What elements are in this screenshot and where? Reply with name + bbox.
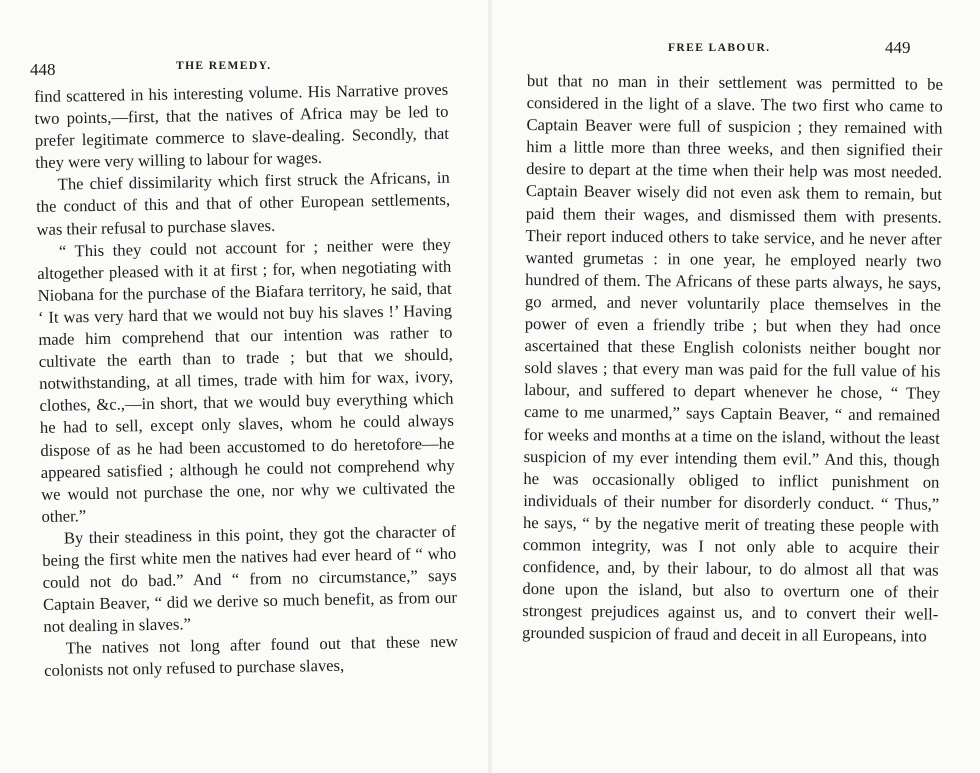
running-head: THE REMEDY.	[176, 60, 272, 72]
paragraph: The natives not long after found out that these new colonists not only refused to purchase slaves,	[44, 632, 458, 681]
right-page	[490, 0, 980, 773]
page-number: 449	[885, 38, 911, 57]
page-body	[34, 79, 458, 683]
block-quote: “ This they could not account for ; neither were they altogether pleased with it at first ; for, when negotiating with Niobana for the purchase of the Biafara territory, he said, that ‘ It was very hard that we would not buy his slaves !’ Having made him comprehend that our intention was rather to cultivate the earth than to trade ; but that we should, notwithstanding, at all times, trade with him for wax, ivory, clothes, &c.,—in short, that we would buy everything which he had to sell, except only slaves, whom he could always dispose of as he had been accustomed to do heretofore—he appeared satisfied ; although he could not comprehend why we would not purchase the one, nor why we cultivated the other.”	[37, 234, 456, 526]
running-head: FREE LABOUR.	[668, 42, 771, 54]
paragraph: but that no man in their settlement was permitted to be considered in the light of a slave. The two first who came to Captain Beaver were full of suspicion ; they remained with him a little more than three weeks, and then signified their desire to depart at the time when their help was most needed. Captain Beaver wisely did not even ask them to remain, but paid them their wages, and dismissed them with presents. Their report induced others to take service, and he never after wanted grumetas : in one year, he employed nearly two hundred of them. The Africans of these parts always, he says, go armed, and never voluntarily place themselves in the power of even a friendly tribe ; but when they had once ascertained that these English colonists neither bought nor sold slaves ; that every man was paid for the full value of his labour, and suffered to depart whenever he chose, “ They came to me unarmed,” says Captain Beaver, “ and remained for weeks and months at a time on the island, without the least suspicion of my ever intending them evil.” And this, though he was occasionally obliged to inflict punishment on individuals of their number for disorderly conduct. “ Thus,” he says, “ by the negative merit of treating these people with common integrity, was I not only able to acquire their confidence, and, by their labour, to do almost all that was done upon the island, but also to overturn one of their strongest prejudices against us, and to convert their well-grounded suspicion of fraud and deceit in all Europeans, into	[522, 70, 943, 646]
paragraph: find scattered in his interesting volume. His Narrative proves two points,—first, that the natives of Africa may be led to prefer legitimate commerce to slave-dealing. Secondly, that they were very willing to labour for wages.	[34, 79, 450, 173]
page-number: 448	[30, 60, 56, 79]
paragraph: The chief dissimilarity which first struck the Africans, in the conduct of this and that of other European settlements, was their refusal to purchase slaves.	[35, 168, 451, 239]
page-body	[522, 70, 943, 648]
paragraph: By their steadiness in this point, they got the character of being the first white men the natives had ever heard of “ who could not do bad.” And “ from no circumstance,” says Captain Beaver, “ did we derive so much benefit, as from our not dealing in slaves.”	[42, 521, 458, 637]
